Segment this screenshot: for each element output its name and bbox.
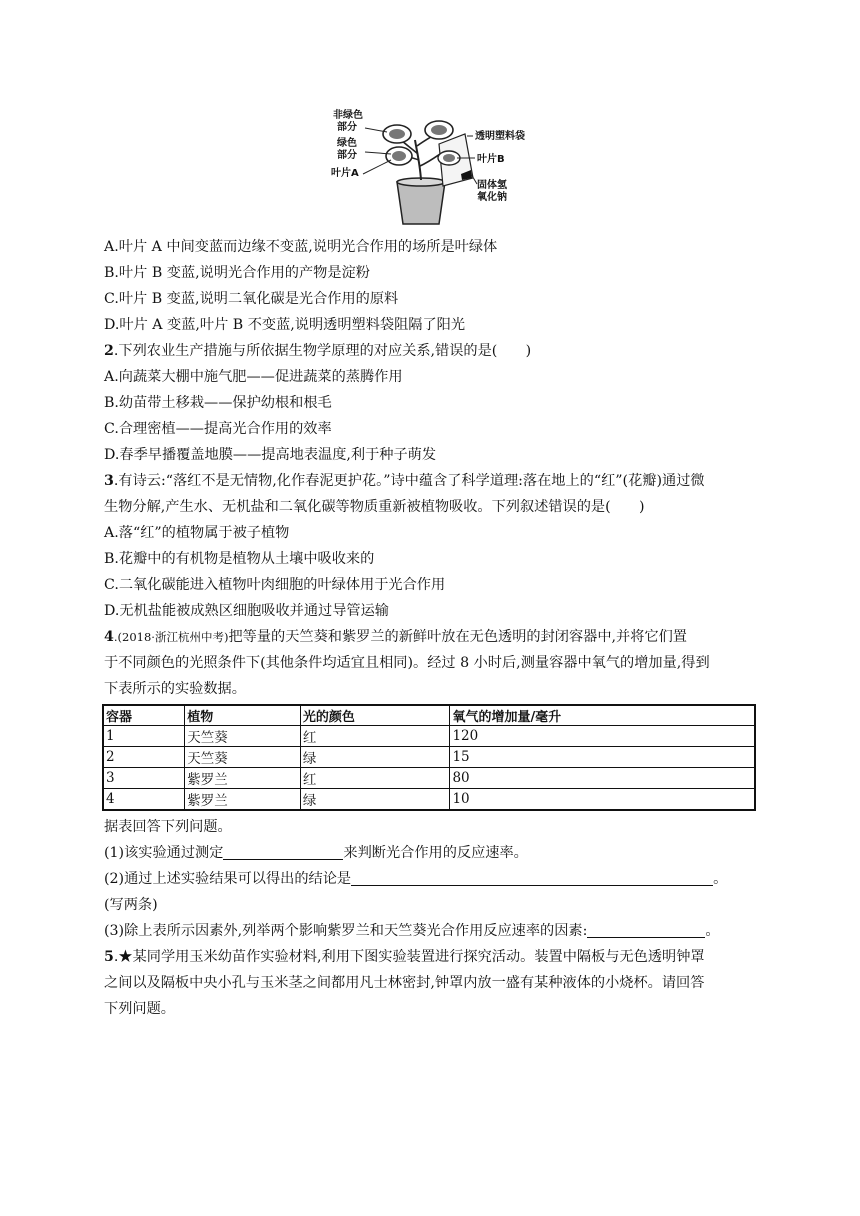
cell-oxygen: 10 xyxy=(450,789,755,811)
table-row xyxy=(103,747,755,768)
table-row xyxy=(103,789,755,811)
q2-stem xyxy=(104,341,531,361)
q4-sub3 xyxy=(104,921,720,941)
answer-blank-3[interactable] xyxy=(587,922,705,938)
cell-container: 4 xyxy=(103,789,185,811)
cell-container: 3 xyxy=(103,768,185,789)
q5-stem-line2: 之间以及隔板中央小孔与玉米茎之间都用凡士林密封,钟罩内放一盛有某种液体的小烧杯。请回答 xyxy=(104,975,705,991)
q3-stem-text: .有诗云:“落红不是无情物,化作春泥更护花。”诗中蕴含了科学道理:落在地上的“红”(花瓣)通过微 xyxy=(113,473,705,489)
label-non-green-part: 非绿色部分 xyxy=(333,110,363,133)
q4-sub1-tail: 来判断光合作用的反应速率。 xyxy=(343,845,528,861)
q4-source: .(2018·浙江杭州中考) xyxy=(113,630,229,644)
experiment-data-table xyxy=(102,704,756,811)
q2-option-c: C.合理密植——提高光合作用的效率 xyxy=(104,421,332,437)
q3-stem-line1 xyxy=(104,471,705,491)
q4-sub3-tail: 。 xyxy=(705,923,720,939)
q2-option-a: A.向蔬菜大棚中施气肥——促进蔬菜的蒸腾作用 xyxy=(104,369,403,385)
header-light-color: 光的颜色 xyxy=(300,705,450,726)
potted-plant-illustration xyxy=(325,104,540,228)
cell-container: 1 xyxy=(103,726,185,747)
q4-sub2-text: (2)通过上述实验结果可以得出的结论是 xyxy=(104,871,352,887)
label-green-part: 绿色部分 xyxy=(337,138,357,161)
q3-option-a: A.落“红”的植物属于被子植物 xyxy=(104,525,290,541)
label-transparent-bag: 透明塑料袋 xyxy=(475,131,525,142)
q4-stem-line1 xyxy=(104,627,687,647)
table-row xyxy=(103,726,755,747)
label-solid-naoh: 固体氢氧化钠 xyxy=(477,180,507,203)
q4-sub1-text: (1)该实验通过测定 xyxy=(104,845,224,861)
q1-option-a: A.叶片 A 中间变蓝而边缘不变蓝,说明光合作用的场所是叶绿体 xyxy=(104,239,498,255)
q3-option-d: D.无机盐能被成熟区细胞吸收并通过导管运输 xyxy=(104,603,389,619)
q2-stem-text: .下列农业生产措施与所依据生物学原理的对应关系,错误的是( ) xyxy=(113,343,532,359)
cell-plant: 紫罗兰 xyxy=(185,768,301,789)
cell-light-color: 红 xyxy=(300,768,450,789)
q4-sub2-tail: 。 xyxy=(713,871,728,887)
plant-experiment-figure xyxy=(325,104,540,228)
table-row xyxy=(103,768,755,789)
q3-option-b: B.花瓣中的有机物是植物从土壤中吸收来的 xyxy=(104,551,375,567)
table-header-row xyxy=(103,705,755,726)
q1-option-d: D.叶片 A 变蓝,叶片 B 不变蓝,说明透明塑料袋阻隔了阳光 xyxy=(104,317,466,333)
q4-stem-line2: 于不同颜色的光照条件下(其他条件均适宜且相同)。经过 8 小时后,测量容器中氧气的增加量,得到 xyxy=(104,655,710,671)
label-leaf-a: 叶片A xyxy=(331,168,359,179)
cell-oxygen: 80 xyxy=(450,768,755,789)
cell-light-color: 绿 xyxy=(300,789,450,811)
q5-star: .★ xyxy=(113,949,133,965)
q4-sub2-note: (写两条) xyxy=(104,897,158,913)
q3-option-c: C.二氧化碳能进入植物叶肉细胞的叶绿体用于光合作用 xyxy=(104,577,446,593)
q5-stem-line3: 下列问题。 xyxy=(104,1001,175,1017)
cell-light-color: 红 xyxy=(300,726,450,747)
header-oxygen-increase: 氧气的增加量/毫升 xyxy=(450,705,755,726)
question-number: 5 xyxy=(104,949,114,965)
q1-option-c: C.叶片 B 变蓝,说明二氧化碳是光合作用的原料 xyxy=(104,291,399,307)
answer-blank-2[interactable] xyxy=(351,870,713,886)
q4-sub1 xyxy=(104,843,528,863)
q4-stem-line3: 下表所示的实验数据。 xyxy=(104,681,246,697)
q2-option-d: D.春季早播覆盖地膜——提高地表温度,利于种子萌发 xyxy=(104,447,437,463)
cell-plant: 天竺葵 xyxy=(185,726,301,747)
question-number: 4 xyxy=(104,629,114,645)
q3-stem-line2: 生物分解,产生水、无机盐和二氧化碳等物质重新被植物吸收。下列叙述错误的是( ) xyxy=(104,499,645,515)
cell-plant: 天竺葵 xyxy=(185,747,301,768)
q4-sub2 xyxy=(104,869,727,889)
q5-stem-text: 某同学用玉米幼苗作实验材料,利用下图实验装置进行探究活动。装置中隔板与无色透明钟罩 xyxy=(132,949,705,965)
q4-sub3-text: (3)除上表所示因素外,列举两个影响紫罗兰和天竺葵光合作用反应速率的因素: xyxy=(104,923,588,939)
question-number: 3 xyxy=(104,473,114,489)
header-plant: 植物 xyxy=(185,705,301,726)
cell-container: 2 xyxy=(103,747,185,768)
header-container: 容器 xyxy=(103,705,185,726)
cell-plant: 紫罗兰 xyxy=(185,789,301,811)
q2-option-b: B.幼苗带土移栽——保护幼根和根毛 xyxy=(104,395,332,411)
q5-stem-line1 xyxy=(104,947,705,967)
cell-oxygen: 15 xyxy=(450,747,755,768)
question-number: 2 xyxy=(104,343,114,359)
cell-oxygen: 120 xyxy=(450,726,755,747)
answer-blank-1[interactable] xyxy=(223,844,343,860)
label-leaf-b: 叶片B xyxy=(477,154,505,165)
q1-option-b: B.叶片 B 变蓝,说明光合作用的产物是淀粉 xyxy=(104,265,370,281)
q4-stem-text: 把等量的天竺葵和紫罗兰的新鲜叶放在无色透明的封闭容器中,并将它们置 xyxy=(228,629,687,645)
cell-light-color: 绿 xyxy=(300,747,450,768)
q4-after-table: 据表回答下列问题。 xyxy=(104,819,232,835)
